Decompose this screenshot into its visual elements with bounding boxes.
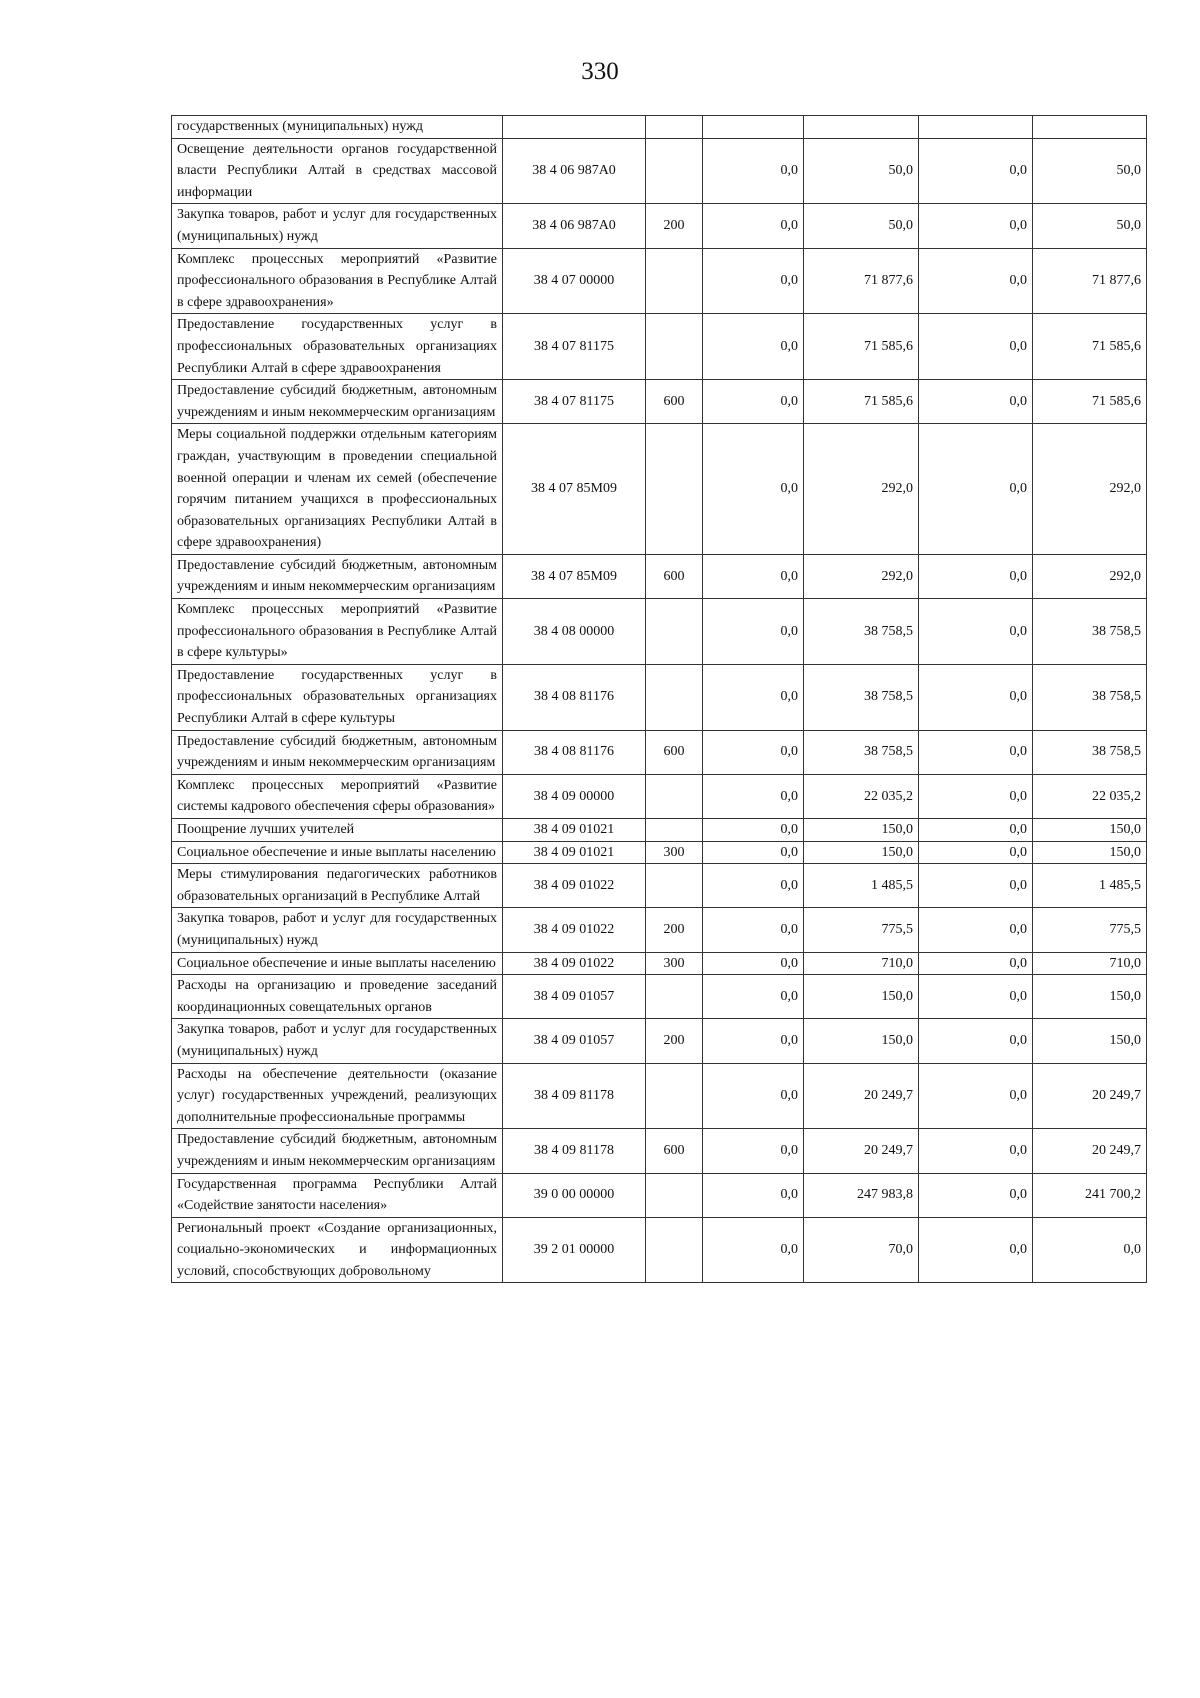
amount-cell-3: 0,0 bbox=[919, 1129, 1033, 1173]
expense-name-cell: Комплекс процессных мероприятий «Развитие системы кадрового обеспечения сферы образования» bbox=[172, 774, 503, 818]
expense-name-cell: Предоставление субсидий бюджетным, автономным учреждениям и иным некоммерческим организациям bbox=[172, 730, 503, 774]
target-code-cell: 38 4 08 81176 bbox=[503, 730, 646, 774]
table-row bbox=[172, 380, 1147, 424]
amount-cell-3: 0,0 bbox=[919, 864, 1033, 908]
amount-cell-4: 775,5 bbox=[1033, 908, 1147, 952]
expense-type-cell: 300 bbox=[646, 841, 703, 864]
expense-type-cell: 200 bbox=[646, 1019, 703, 1063]
amount-cell-4: 38 758,5 bbox=[1033, 730, 1147, 774]
expense-type-cell: 600 bbox=[646, 380, 703, 424]
amount-cell-4: 38 758,5 bbox=[1033, 664, 1147, 730]
expense-type-cell bbox=[646, 138, 703, 204]
expense-name-cell: Государственная программа Республики Алтай «Содействие занятости населения» bbox=[172, 1173, 503, 1217]
amount-cell-1: 0,0 bbox=[703, 248, 804, 314]
target-code-cell: 38 4 07 85M09 bbox=[503, 424, 646, 555]
expense-name-cell: государственных (муниципальных) нужд bbox=[172, 116, 503, 139]
page-number: 330 bbox=[581, 58, 619, 85]
target-code-cell: 38 4 09 81178 bbox=[503, 1129, 646, 1173]
amount-cell-3: 0,0 bbox=[919, 975, 1033, 1019]
amount-cell-4: 241 700,2 bbox=[1033, 1173, 1147, 1217]
amount-cell-4: 71 877,6 bbox=[1033, 248, 1147, 314]
expense-type-cell bbox=[646, 1173, 703, 1217]
expense-name-cell: Предоставление государственных услуг в профессиональных образовательных организациях Республики Алтай в сфере культуры bbox=[172, 664, 503, 730]
amount-cell-2: 71 585,6 bbox=[804, 380, 919, 424]
target-code-cell: 38 4 08 00000 bbox=[503, 599, 646, 665]
amount-cell-2: 38 758,5 bbox=[804, 599, 919, 665]
amount-cell-1: 0,0 bbox=[703, 204, 804, 248]
amount-cell-4: 710,0 bbox=[1033, 952, 1147, 975]
amount-cell-3: 0,0 bbox=[919, 664, 1033, 730]
amount-cell-4: 71 585,6 bbox=[1033, 314, 1147, 380]
expense-type-cell bbox=[646, 248, 703, 314]
target-code-cell: 38 4 09 01021 bbox=[503, 819, 646, 842]
table-row bbox=[172, 1217, 1147, 1283]
amount-cell-3: 0,0 bbox=[919, 380, 1033, 424]
amount-cell-2: 70,0 bbox=[804, 1217, 919, 1283]
expense-name-cell: Расходы на обеспечение деятельности (оказание услуг) государственных учреждений, реализующих дополнительные профессиональные программы bbox=[172, 1063, 503, 1129]
amount-cell-2: 50,0 bbox=[804, 204, 919, 248]
target-code-cell: 38 4 09 01021 bbox=[503, 841, 646, 864]
amount-cell-1 bbox=[703, 116, 804, 139]
expense-name-cell: Предоставление субсидий бюджетным, автономным учреждениям и иным некоммерческим организациям bbox=[172, 1129, 503, 1173]
target-code-cell: 38 4 09 01022 bbox=[503, 952, 646, 975]
expense-name-cell: Социальное обеспечение и иные выплаты населению bbox=[172, 952, 503, 975]
amount-cell-4: 22 035,2 bbox=[1033, 774, 1147, 818]
expense-name-cell: Региональный проект «Создание организационных, социально-экономических и информационных условий, способствующих добровольному bbox=[172, 1217, 503, 1283]
expense-name-cell: Комплекс процессных мероприятий «Развитие профессионального образования в Республике Алтай в сфере здравоохранения» bbox=[172, 248, 503, 314]
amount-cell-1: 0,0 bbox=[703, 138, 804, 204]
target-code-cell: 39 2 01 00000 bbox=[503, 1217, 646, 1283]
expense-name-cell: Предоставление субсидий бюджетным, автономным учреждениям и иным некоммерческим организациям bbox=[172, 380, 503, 424]
amount-cell-1: 0,0 bbox=[703, 1217, 804, 1283]
expense-type-cell bbox=[646, 1063, 703, 1129]
target-code-cell: 39 0 00 00000 bbox=[503, 1173, 646, 1217]
expense-type-cell: 600 bbox=[646, 1129, 703, 1173]
amount-cell-1: 0,0 bbox=[703, 599, 804, 665]
table-row bbox=[172, 1019, 1147, 1063]
amount-cell-2: 150,0 bbox=[804, 975, 919, 1019]
table-row bbox=[172, 730, 1147, 774]
expense-type-cell bbox=[646, 1217, 703, 1283]
amount-cell-1: 0,0 bbox=[703, 554, 804, 598]
amount-cell-3: 0,0 bbox=[919, 204, 1033, 248]
target-code-cell: 38 4 09 01057 bbox=[503, 1019, 646, 1063]
table-row bbox=[172, 908, 1147, 952]
amount-cell-3: 0,0 bbox=[919, 248, 1033, 314]
amount-cell-2: 710,0 bbox=[804, 952, 919, 975]
amount-cell-4: 0,0 bbox=[1033, 1217, 1147, 1283]
expense-name-cell: Закупка товаров, работ и услуг для государственных (муниципальных) нужд bbox=[172, 204, 503, 248]
expense-type-cell: 600 bbox=[646, 554, 703, 598]
amount-cell-2: 292,0 bbox=[804, 554, 919, 598]
amount-cell-1: 0,0 bbox=[703, 314, 804, 380]
amount-cell-3: 0,0 bbox=[919, 908, 1033, 952]
amount-cell-3: 0,0 bbox=[919, 774, 1033, 818]
table-row bbox=[172, 1063, 1147, 1129]
amount-cell-3: 0,0 bbox=[919, 730, 1033, 774]
amount-cell-2: 71 585,6 bbox=[804, 314, 919, 380]
amount-cell-2: 38 758,5 bbox=[804, 730, 919, 774]
budget-table bbox=[171, 115, 1147, 1283]
target-code-cell bbox=[503, 116, 646, 139]
table-row bbox=[172, 664, 1147, 730]
amount-cell-4: 150,0 bbox=[1033, 975, 1147, 1019]
table-row bbox=[172, 424, 1147, 555]
expense-type-cell bbox=[646, 314, 703, 380]
amount-cell-2: 1 485,5 bbox=[804, 864, 919, 908]
amount-cell-1: 0,0 bbox=[703, 774, 804, 818]
amount-cell-4: 150,0 bbox=[1033, 841, 1147, 864]
amount-cell-1: 0,0 bbox=[703, 664, 804, 730]
amount-cell-2: 22 035,2 bbox=[804, 774, 919, 818]
amount-cell-4: 20 249,7 bbox=[1033, 1129, 1147, 1173]
amount-cell-2 bbox=[804, 116, 919, 139]
table-row bbox=[172, 819, 1147, 842]
table-row bbox=[172, 138, 1147, 204]
target-code-cell: 38 4 06 987A0 bbox=[503, 204, 646, 248]
amount-cell-2: 38 758,5 bbox=[804, 664, 919, 730]
amount-cell-3: 0,0 bbox=[919, 1063, 1033, 1129]
amount-cell-1: 0,0 bbox=[703, 1063, 804, 1129]
amount-cell-3: 0,0 bbox=[919, 819, 1033, 842]
expense-type-cell bbox=[646, 599, 703, 665]
amount-cell-3: 0,0 bbox=[919, 1019, 1033, 1063]
target-code-cell: 38 4 07 81175 bbox=[503, 380, 646, 424]
amount-cell-1: 0,0 bbox=[703, 952, 804, 975]
amount-cell-4 bbox=[1033, 116, 1147, 139]
target-code-cell: 38 4 07 81175 bbox=[503, 314, 646, 380]
amount-cell-3: 0,0 bbox=[919, 138, 1033, 204]
target-code-cell: 38 4 09 81178 bbox=[503, 1063, 646, 1129]
table-row bbox=[172, 774, 1147, 818]
expense-type-cell: 600 bbox=[646, 730, 703, 774]
amount-cell-2: 50,0 bbox=[804, 138, 919, 204]
expense-type-cell bbox=[646, 774, 703, 818]
target-code-cell: 38 4 09 00000 bbox=[503, 774, 646, 818]
expense-name-cell: Расходы на организацию и проведение заседаний координационных совещательных органов bbox=[172, 975, 503, 1019]
amount-cell-3: 0,0 bbox=[919, 1217, 1033, 1283]
amount-cell-2: 775,5 bbox=[804, 908, 919, 952]
expense-type-cell bbox=[646, 864, 703, 908]
amount-cell-4: 150,0 bbox=[1033, 819, 1147, 842]
amount-cell-4: 292,0 bbox=[1033, 554, 1147, 598]
expense-type-cell bbox=[646, 664, 703, 730]
expense-type-cell bbox=[646, 424, 703, 555]
amount-cell-4: 71 585,6 bbox=[1033, 380, 1147, 424]
expense-name-cell: Закупка товаров, работ и услуг для государственных (муниципальных) нужд bbox=[172, 908, 503, 952]
table-row bbox=[172, 204, 1147, 248]
amount-cell-3: 0,0 bbox=[919, 1173, 1033, 1217]
amount-cell-4: 50,0 bbox=[1033, 138, 1147, 204]
amount-cell-3: 0,0 bbox=[919, 314, 1033, 380]
expense-name-cell: Поощрение лучших учителей bbox=[172, 819, 503, 842]
amount-cell-4: 1 485,5 bbox=[1033, 864, 1147, 908]
amount-cell-1: 0,0 bbox=[703, 975, 804, 1019]
target-code-cell: 38 4 09 01022 bbox=[503, 908, 646, 952]
target-code-cell: 38 4 08 81176 bbox=[503, 664, 646, 730]
amount-cell-3 bbox=[919, 116, 1033, 139]
amount-cell-2: 150,0 bbox=[804, 841, 919, 864]
amount-cell-1: 0,0 bbox=[703, 841, 804, 864]
amount-cell-1: 0,0 bbox=[703, 1173, 804, 1217]
expense-name-cell: Закупка товаров, работ и услуг для государственных (муниципальных) нужд bbox=[172, 1019, 503, 1063]
amount-cell-2: 20 249,7 bbox=[804, 1063, 919, 1129]
amount-cell-4: 150,0 bbox=[1033, 1019, 1147, 1063]
amount-cell-1: 0,0 bbox=[703, 819, 804, 842]
expense-type-cell bbox=[646, 975, 703, 1019]
expense-type-cell: 200 bbox=[646, 908, 703, 952]
table-row bbox=[172, 952, 1147, 975]
expense-type-cell bbox=[646, 819, 703, 842]
amount-cell-4: 20 249,7 bbox=[1033, 1063, 1147, 1129]
amount-cell-2: 292,0 bbox=[804, 424, 919, 555]
expense-name-cell: Комплекс процессных мероприятий «Развитие профессионального образования в Республике Алтай в сфере культуры» bbox=[172, 599, 503, 665]
target-code-cell: 38 4 09 01022 bbox=[503, 864, 646, 908]
amount-cell-4: 38 758,5 bbox=[1033, 599, 1147, 665]
expense-type-cell: 200 bbox=[646, 204, 703, 248]
table-row bbox=[172, 116, 1147, 139]
expense-name-cell: Предоставление государственных услуг в профессиональных образовательных организациях Республики Алтай в сфере здравоохранения bbox=[172, 314, 503, 380]
amount-cell-3: 0,0 bbox=[919, 952, 1033, 975]
amount-cell-1: 0,0 bbox=[703, 864, 804, 908]
table-row bbox=[172, 554, 1147, 598]
target-code-cell: 38 4 09 01057 bbox=[503, 975, 646, 1019]
amount-cell-2: 20 249,7 bbox=[804, 1129, 919, 1173]
table-row bbox=[172, 314, 1147, 380]
amount-cell-2: 247 983,8 bbox=[804, 1173, 919, 1217]
table-row bbox=[172, 1173, 1147, 1217]
expense-name-cell: Меры стимулирования педагогических работников образовательных организаций в Республике Алтай bbox=[172, 864, 503, 908]
table-row bbox=[172, 841, 1147, 864]
table-row bbox=[172, 599, 1147, 665]
amount-cell-4: 50,0 bbox=[1033, 204, 1147, 248]
amount-cell-3: 0,0 bbox=[919, 554, 1033, 598]
expense-type-cell bbox=[646, 116, 703, 139]
table-row bbox=[172, 248, 1147, 314]
amount-cell-2: 150,0 bbox=[804, 1019, 919, 1063]
table-row bbox=[172, 864, 1147, 908]
amount-cell-1: 0,0 bbox=[703, 730, 804, 774]
table-row bbox=[172, 975, 1147, 1019]
expense-name-cell: Предоставление субсидий бюджетным, автономным учреждениям и иным некоммерческим организациям bbox=[172, 554, 503, 598]
amount-cell-1: 0,0 bbox=[703, 1019, 804, 1063]
amount-cell-4: 292,0 bbox=[1033, 424, 1147, 555]
target-code-cell: 38 4 07 85M09 bbox=[503, 554, 646, 598]
amount-cell-3: 0,0 bbox=[919, 424, 1033, 555]
target-code-cell: 38 4 06 987A0 bbox=[503, 138, 646, 204]
expense-name-cell: Меры социальной поддержки отдельным категориям граждан, участвующим в проведении специальной военной операции и членам их семей (обеспечение горячим питанием учащихся в профессиональных образовательных организациях Республики Алтай в сфере здравоохранения) bbox=[172, 424, 503, 555]
amount-cell-1: 0,0 bbox=[703, 908, 804, 952]
amount-cell-1: 0,0 bbox=[703, 1129, 804, 1173]
table-row bbox=[172, 1129, 1147, 1173]
target-code-cell: 38 4 07 00000 bbox=[503, 248, 646, 314]
expense-type-cell: 300 bbox=[646, 952, 703, 975]
amount-cell-2: 71 877,6 bbox=[804, 248, 919, 314]
amount-cell-3: 0,0 bbox=[919, 841, 1033, 864]
amount-cell-3: 0,0 bbox=[919, 599, 1033, 665]
amount-cell-2: 150,0 bbox=[804, 819, 919, 842]
amount-cell-1: 0,0 bbox=[703, 424, 804, 555]
expense-name-cell: Освещение деятельности органов государственной власти Республики Алтай в средствах массовой информации bbox=[172, 138, 503, 204]
amount-cell-1: 0,0 bbox=[703, 380, 804, 424]
expense-name-cell: Социальное обеспечение и иные выплаты населению bbox=[172, 841, 503, 864]
